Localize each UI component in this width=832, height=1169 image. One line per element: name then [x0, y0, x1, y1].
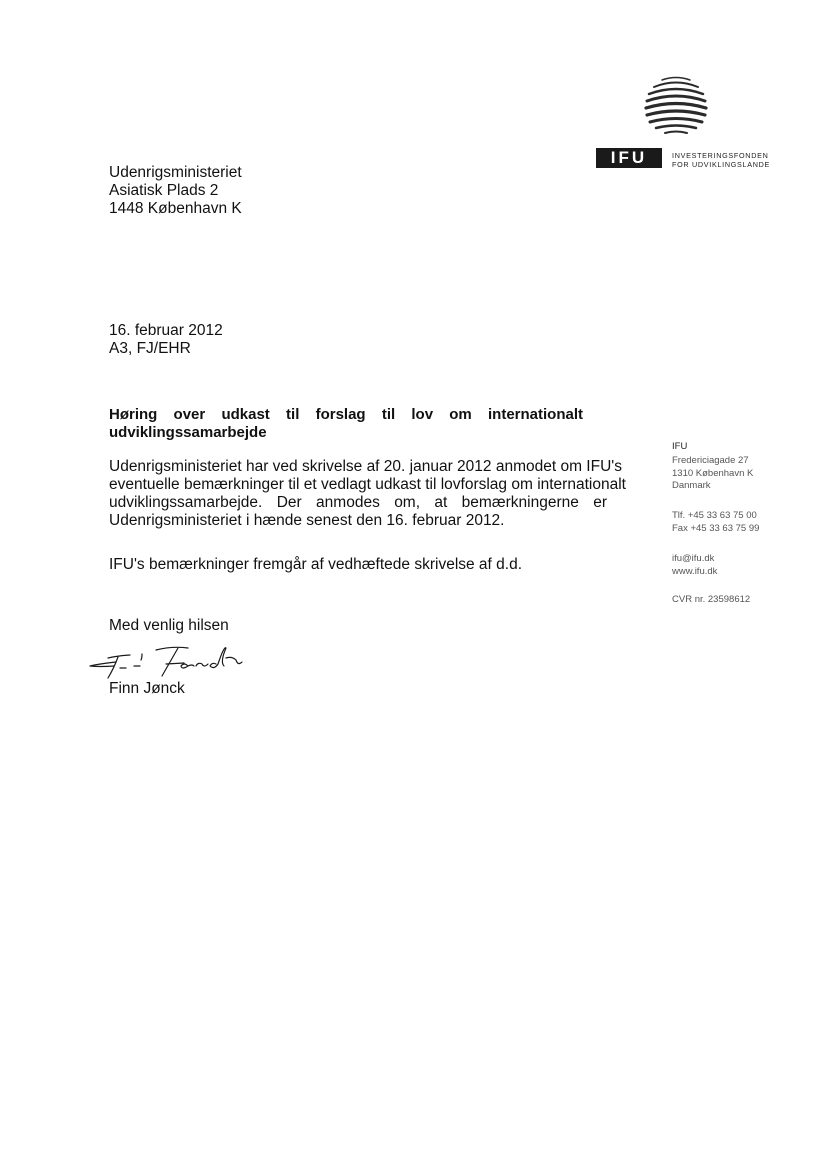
- sidebar-cvr: CVR nr. 23598612: [672, 594, 751, 605]
- handwritten-signature: [86, 636, 246, 684]
- paragraph-line: udviklingssamarbejde. Der anmodes om, at bemærkningerne er: [109, 494, 607, 511]
- sidebar-org-name: IFU: [672, 441, 688, 452]
- signer-name: Finn Jønck: [109, 680, 185, 697]
- sidebar-phone: Tlf. +45 33 63 75 00: [672, 510, 757, 521]
- globe-logo-icon: [640, 72, 710, 138]
- sidebar-contact-numbers: [672, 510, 759, 535]
- date-reference-block: [109, 322, 223, 358]
- recipient-address: [109, 164, 242, 218]
- tagline-line-1: INVESTERINGSFONDEN: [672, 151, 769, 160]
- recipient-name: Udenrigsministeriet: [109, 164, 242, 181]
- subject-line-1: Høring over udkast til forslag til lov om internationalt: [109, 406, 583, 423]
- tagline-line-2: FOR UDVIKLINGSLANDE: [672, 160, 770, 169]
- subject-line-2: udviklingssamarbejde: [109, 424, 267, 441]
- paragraph-line: Udenrigsministeriet i hænde senest den 16. februar 2012.: [109, 512, 505, 529]
- sidebar-street: Fredericiagade 27: [672, 455, 749, 466]
- logo-tagline: [672, 151, 770, 169]
- letter-subject: [109, 406, 583, 442]
- closing-greeting: Med venlig hilsen: [109, 617, 229, 634]
- letter-reference: A3, FJ/EHR: [109, 340, 191, 357]
- sidebar-website: www.ifu.dk: [672, 565, 718, 577]
- sidebar-address: [672, 455, 753, 493]
- body-paragraph-1: [109, 458, 626, 530]
- recipient-street: Asiatisk Plads 2: [109, 182, 219, 199]
- sidebar-email: ifu@ifu.dk: [672, 553, 715, 564]
- body-paragraph-2: IFU's bemærkninger fremgår af vedhæftede skrivelse af d.d.: [109, 556, 523, 573]
- paragraph-line: Udenrigsministeriet har ved skrivelse af 20. januar 2012 anmodet om IFU's: [109, 458, 622, 475]
- sidebar-city: 1310 København K: [672, 467, 754, 479]
- sidebar-country: Danmark: [672, 480, 711, 491]
- ifu-logo: IFU: [596, 148, 662, 168]
- letter-date: 16. februar 2012: [109, 322, 223, 339]
- sidebar-online: [672, 553, 717, 578]
- recipient-city: 1448 København K: [109, 200, 242, 217]
- sidebar-fax: Fax +45 33 63 75 99: [672, 522, 760, 534]
- paragraph-line: eventuelle bemærkninger til et vedlagt udkast til lovforslag om internationalt: [109, 476, 626, 493]
